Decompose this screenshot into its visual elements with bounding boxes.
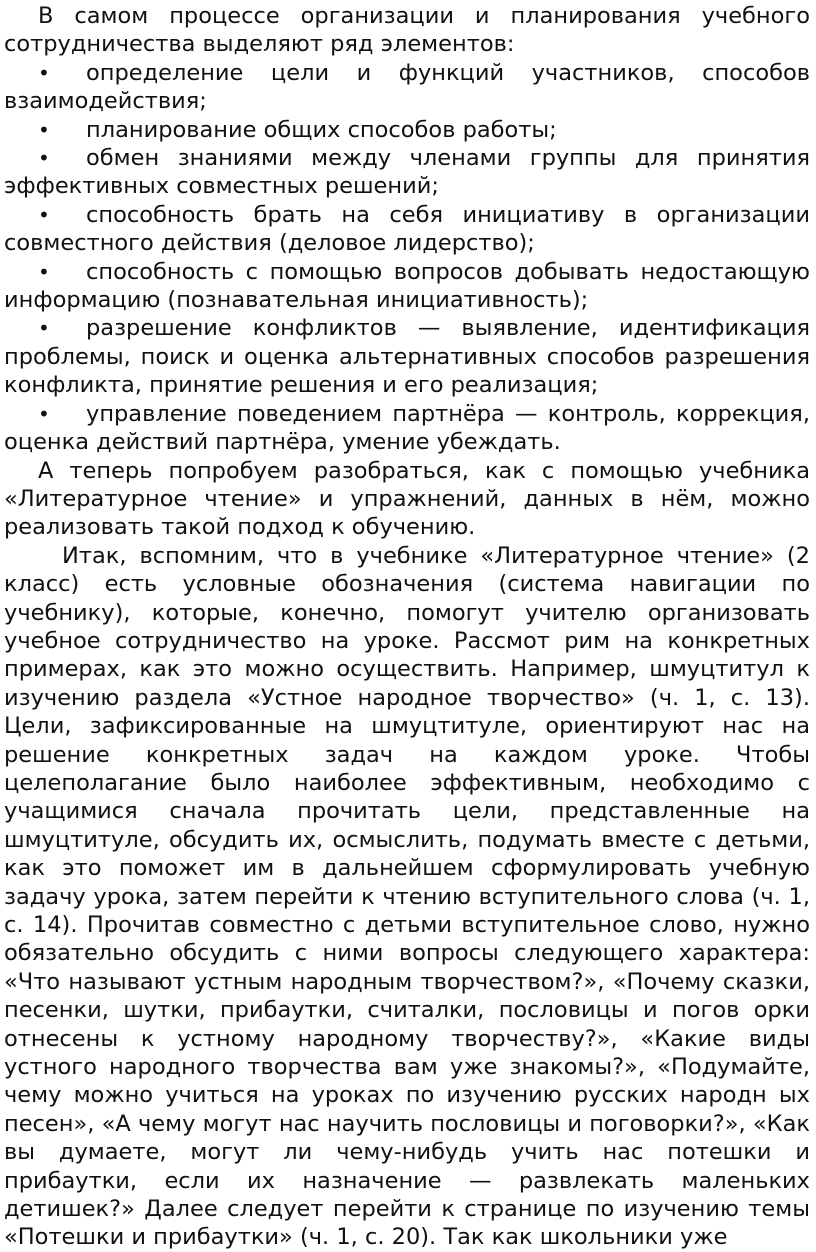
list-item-text: способность с помощью вопросов добывать недостающую информацию (познавательная инициативность); (4, 258, 810, 314)
list-item (4, 258, 810, 315)
bullet-icon: • (38, 117, 50, 142)
body-paragraph-3: Итак, вспомним, что в учебнике «Литературное чтение» (2 класс) есть условные обозначения (система навигации по учебнику), которые, конечно, помогут учителю организовать учебное сотрудничество на уроке. Рассмот рим на конкретных примерах, как это можно осуществить. Например, шмуцтитул к изучению раздела «Устное народное творчество» (ч. 1, с. 13). Цели, зафиксированные на шмуцтитуле, ориентируют нас на решение конкретных задач на каждом уроке. Чтобы целеполагание было наиболее эффективным, необходимо с учащимися сначала прочитать цели, представленные на шмуцтитуле, обсудить их, осмыслить, подумать вместе с детьми, как это поможет им в дальнейшем сформулировать учебную задачу урока, затем перейти к чтению вступительного слова (ч. 1, с. 14). Прочитав совместно с детьми вступительное слово, нужно обязательно обсудить с ними вопросы следующего характера: «Что называют устным народным творчеством?», «Почему сказки, песенки, шутки, прибаутки, считалки, пословицы и погов орки отнесены к устному народному творчеству?», «Какие виды устного народного творчества вам уже знакомы?», «Подумайте, чему можно учиться на уроках по изучению русских народн ых песен», «А чему могут нас научить пословицы и поговорки?», «Как вы думаете, могут ли чему-нибудь учить нас потешки и прибаутки, если их назначение — развлекать маленьких детишек?» Далее следует перейти к странице по изучению темы «Потешки и прибаутки» (ч. 1, с. 20). Так как школьники уже (4, 542, 810, 1251)
bullet-icon: • (38, 316, 50, 341)
list-item (4, 59, 810, 116)
list-item (4, 144, 810, 201)
list-item-text: разрешение конфликтов — выявление, идентификация проблемы, поиск и оценка альтернативных способов разрешения конфликта, принятие решения и его реализация; (4, 315, 810, 399)
body-paragraph-2: А теперь попробуем разобраться, как с помощью учебника «Литературное чтение» и упражнений, данных в нём, можно реализовать такой подход к обучению. (4, 457, 810, 541)
list-item-text: планирование общих способов работы; (86, 116, 557, 143)
list-item (4, 201, 810, 258)
elements-list (4, 59, 810, 457)
bullet-icon: • (38, 202, 50, 227)
list-item-text: способность брать на себя инициативу в организации совместного действия (деловое лидерство); (4, 201, 810, 257)
list-item-text: обмен знаниями между членами группы для принятия эффективных совместных решений; (4, 145, 810, 200)
list-item (4, 314, 810, 399)
bullet-icon: • (38, 146, 50, 171)
bullet-icon: • (38, 60, 50, 85)
bullet-icon: • (38, 401, 50, 426)
list-item (4, 116, 810, 144)
list-item (4, 400, 810, 457)
intro-paragraph: В самом процессе организации и планирования учебного сотрудничества выделяют ряд элементов: (4, 3, 810, 58)
bullet-icon: • (38, 259, 50, 284)
list-item-text: определение цели и функций участников, способов взаимодействия; (4, 59, 810, 115)
list-item-text: управление поведением партнёра — контроль, коррекция, оценка действий партнёра, умение убеждать. (4, 400, 810, 456)
